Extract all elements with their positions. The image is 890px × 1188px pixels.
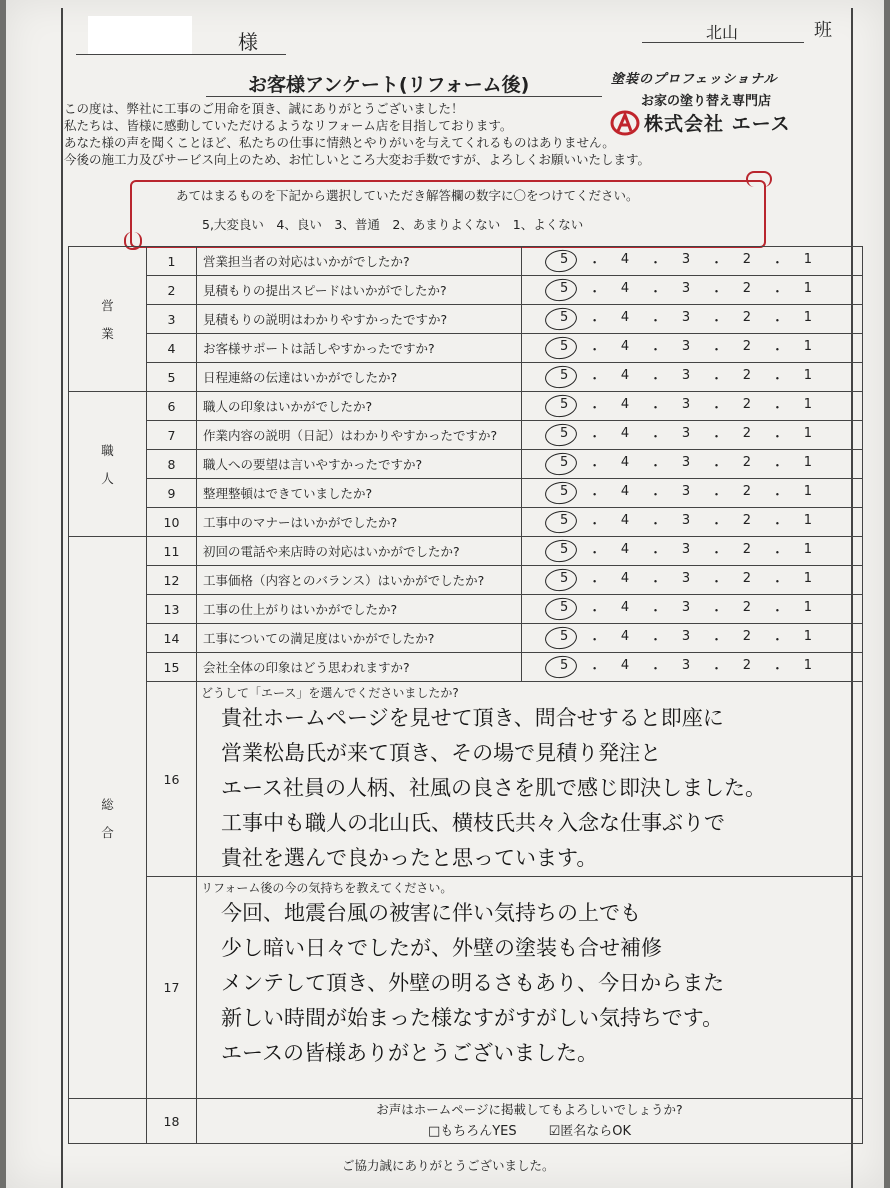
rating-cell[interactable] <box>522 305 863 334</box>
redacted-customer-name <box>88 16 192 54</box>
rating-separator: ・ <box>770 632 784 648</box>
rating-separator: ・ <box>588 603 602 619</box>
rating-option-4[interactable]: 4 <box>620 628 630 644</box>
question-number: 13 <box>147 595 197 624</box>
question-number: 7 <box>147 421 197 450</box>
question-row <box>69 566 863 595</box>
rating-option-4[interactable]: 4 <box>620 425 630 441</box>
publish-question: お声はホームページに掲載してもよろしいでしょうか? <box>376 1102 683 1117</box>
answer-line: メンテして頂き、外壁の明るさもあり、今日からまた <box>221 971 725 995</box>
rating-separator: ・ <box>588 342 602 358</box>
rating-separator: ・ <box>588 487 602 503</box>
rating-option-1[interactable]: 1 <box>803 657 812 673</box>
intro-text <box>64 100 764 168</box>
category-char: 合 <box>101 824 114 840</box>
rating-separator: ・ <box>770 255 784 271</box>
rating-option-2[interactable]: 2 <box>742 570 752 586</box>
rating-option-5[interactable]: 5 <box>560 309 569 325</box>
rating-separator: ・ <box>709 603 723 619</box>
rating-cell[interactable] <box>522 624 863 653</box>
free-question-label: リフォーム後の今の気持ちを教えてください。 <box>201 881 453 895</box>
blank-category-cell <box>69 1099 147 1144</box>
rating-option-2[interactable]: 2 <box>742 338 752 354</box>
rating-option-4[interactable]: 4 <box>620 280 630 296</box>
rating-option-2[interactable]: 2 <box>742 657 752 673</box>
rating-separator: ・ <box>588 545 602 561</box>
category-char: 人 <box>101 471 114 486</box>
question-number: 6 <box>147 392 197 421</box>
rating-option-3[interactable]: 3 <box>681 251 691 267</box>
question-text: 営業担当者の対応はいかがでしたか? <box>197 247 522 276</box>
rating-option-4[interactable]: 4 <box>620 454 630 470</box>
category-craftsmen <box>69 392 147 537</box>
rating-option-4[interactable]: 4 <box>620 570 630 586</box>
rating-separator: ・ <box>770 487 784 503</box>
question-row <box>69 624 863 653</box>
answer-line: 新しい時間が始まった様なすがすがしい気持ちです。 <box>221 1006 724 1030</box>
rating-option-2[interactable]: 2 <box>742 425 752 441</box>
rating-separator: ・ <box>770 371 784 387</box>
rating-option-2[interactable]: 2 <box>742 512 752 528</box>
question-row-18 <box>69 1099 863 1144</box>
company-catchphrase: 塗装のプロフェッショナル <box>611 72 778 87</box>
survey-sheet <box>6 0 884 1188</box>
answer-line: 少し暗い日々でしたが、外壁の塗装も合せ補修 <box>221 936 662 960</box>
rating-option-2[interactable]: 2 <box>742 251 752 267</box>
question-number: 17 <box>147 877 197 1099</box>
rating-separator: ・ <box>649 632 663 648</box>
rating-option-2[interactable]: 2 <box>742 541 752 557</box>
question-number: 15 <box>147 653 197 682</box>
rating-option-5[interactable]: 5 <box>560 396 569 412</box>
rating-cell[interactable] <box>522 653 863 682</box>
rating-separator: ・ <box>588 284 602 300</box>
rating-option-4[interactable]: 4 <box>620 483 630 499</box>
question-number: 2 <box>147 276 197 305</box>
rating-separator: ・ <box>649 429 663 445</box>
rating-option-3[interactable]: 3 <box>681 628 691 644</box>
rating-option-5[interactable]: 5 <box>560 338 569 354</box>
question-number: 16 <box>147 682 197 877</box>
question-number: 1 <box>147 247 197 276</box>
question-number: 14 <box>147 624 197 653</box>
rating-separator: ・ <box>709 487 723 503</box>
rating-separator: ・ <box>588 313 602 329</box>
question-number: 4 <box>147 334 197 363</box>
category-char: 営 <box>101 298 114 313</box>
rating-option-1[interactable]: 1 <box>803 628 812 644</box>
rating-option-1[interactable]: 1 <box>803 309 812 325</box>
rating-option-1[interactable]: 1 <box>803 570 812 586</box>
question-number: 9 <box>147 479 197 508</box>
answer-line: 営業松島氏が来て頂き、その場で見積り発注と <box>221 741 662 765</box>
rating-option-2[interactable]: 2 <box>742 483 752 499</box>
rating-option-3[interactable]: 3 <box>681 512 691 528</box>
question-text: 工事の仕上がりはいかがでしたか? <box>197 595 522 624</box>
question-number: 11 <box>147 537 197 566</box>
question-text: 職人への要望は言いやすかったですか? <box>197 450 522 479</box>
rating-separator: ・ <box>709 516 723 532</box>
question-row <box>69 363 863 392</box>
rating-option-5[interactable]: 5 <box>560 483 569 499</box>
rating-separator: ・ <box>770 516 784 532</box>
rating-option-5[interactable]: 5 <box>560 628 569 644</box>
rating-option-1[interactable]: 1 <box>803 512 812 528</box>
company-name: 株式会社 エース <box>644 113 791 135</box>
rating-option-1[interactable]: 1 <box>803 425 812 441</box>
rating-cell[interactable] <box>522 508 863 537</box>
thank-you-footer: ご協力誠にありがとうございました。 <box>342 1158 555 1173</box>
rating-separator: ・ <box>588 429 602 445</box>
free-question-label: どうして「エース」を選んでくださいましたか? <box>201 686 459 700</box>
option-yes-checkbox[interactable]: □もちろんYES <box>427 1124 517 1139</box>
rating-separator: ・ <box>770 661 784 677</box>
rating-option-5[interactable]: 5 <box>560 657 569 673</box>
rating-option-2[interactable]: 2 <box>742 396 752 412</box>
question-row <box>69 479 863 508</box>
company-subtitle: お家の塗り替え専門店 <box>641 94 772 109</box>
rating-option-4[interactable]: 4 <box>620 396 630 412</box>
question-row <box>69 247 863 276</box>
publish-options <box>197 1121 862 1143</box>
answer-line: 貴社を選んで良かったと思っています。 <box>221 846 598 870</box>
survey-table <box>68 246 863 1144</box>
rating-separator: ・ <box>588 371 602 387</box>
rating-separator: ・ <box>588 516 602 532</box>
rating-separator: ・ <box>770 400 784 416</box>
answer-line: 工事中も職人の北山氏、横枝氏共々入念な仕事ぶりで <box>221 811 725 835</box>
question-text: お客様サポートは話しやすかったですか? <box>197 334 522 363</box>
question-row <box>69 421 863 450</box>
free-answer-row-17 <box>69 877 863 1099</box>
rating-option-2[interactable]: 2 <box>742 280 752 296</box>
answer-line: エースの皆様ありがとうございました。 <box>221 1041 598 1065</box>
team-name: 北山 <box>706 23 739 42</box>
rating-option-4[interactable]: 4 <box>620 599 630 615</box>
category-overall <box>69 537 147 1099</box>
rating-separator: ・ <box>588 632 602 648</box>
rating-separator: ・ <box>709 255 723 271</box>
question-text: 工事中のマナーはいかがでしたか? <box>197 508 522 537</box>
rating-option-3[interactable]: 3 <box>681 454 691 470</box>
rating-separator: ・ <box>709 632 723 648</box>
rating-option-1[interactable]: 1 <box>803 280 812 296</box>
rating-separator: ・ <box>709 545 723 561</box>
rating-separator: ・ <box>649 603 663 619</box>
rating-cell[interactable] <box>522 479 863 508</box>
rating-cell[interactable] <box>522 421 863 450</box>
category-sales <box>69 247 147 392</box>
rating-option-2[interactable]: 2 <box>742 628 752 644</box>
rating-option-4[interactable]: 4 <box>620 309 630 325</box>
rating-separator: ・ <box>649 342 663 358</box>
title-underline <box>206 96 602 97</box>
rating-option-1[interactable]: 1 <box>803 396 812 412</box>
rating-option-5[interactable]: 5 <box>560 367 569 383</box>
rating-separator: ・ <box>770 545 784 561</box>
intro-line: 今後の施工力及びサービス向上のため、お忙しいところ大変お手数ですが、よろしくお願いいたします。 <box>64 152 651 167</box>
rating-separator: ・ <box>709 313 723 329</box>
answer-line: 貴社ホームページを見せて頂き、問合せすると即座に <box>221 706 724 730</box>
rating-cell[interactable] <box>522 537 863 566</box>
rating-separator: ・ <box>770 603 784 619</box>
rating-separator: ・ <box>588 458 602 474</box>
question-row <box>69 305 863 334</box>
publish-consent-cell <box>197 1099 863 1144</box>
free-answer-row-16 <box>69 682 863 877</box>
rating-option-5[interactable]: 5 <box>560 541 569 557</box>
question-row <box>69 537 863 566</box>
category-char: 総 <box>101 796 114 812</box>
rating-option-1[interactable]: 1 <box>803 367 812 383</box>
question-row <box>69 450 863 479</box>
rating-separator: ・ <box>649 458 663 474</box>
rating-option-4[interactable]: 4 <box>620 251 630 267</box>
question-text: 整理整頓はできていましたか? <box>197 479 522 508</box>
question-row <box>69 392 863 421</box>
rating-cell[interactable] <box>522 247 863 276</box>
rating-option-4[interactable]: 4 <box>620 338 630 354</box>
rating-separator: ・ <box>649 516 663 532</box>
rating-option-3[interactable]: 3 <box>681 280 691 296</box>
rating-separator: ・ <box>588 661 602 677</box>
rating-option-3[interactable]: 3 <box>681 396 691 412</box>
question-text: 職人の印象はいかがでしたか? <box>197 392 522 421</box>
rating-cell[interactable] <box>522 392 863 421</box>
rating-separator: ・ <box>709 429 723 445</box>
rating-option-3[interactable]: 3 <box>681 425 691 441</box>
rating-separator: ・ <box>649 284 663 300</box>
handwritten-answer <box>197 701 862 876</box>
intro-line: 私たちは、皆様に感動していただけるようなリフォーム店を目指しております。 <box>64 118 513 133</box>
rating-option-5[interactable]: 5 <box>560 280 569 296</box>
rating-option-1[interactable]: 1 <box>803 251 812 267</box>
rating-separator: ・ <box>770 284 784 300</box>
rating-separator: ・ <box>649 255 663 271</box>
question-text: 見積もりの提出スピードはいかがでしたか? <box>197 276 522 305</box>
question-text: 工事価格（内容とのバランス）はいかがでしたか? <box>197 566 522 595</box>
rating-separator: ・ <box>709 458 723 474</box>
rating-option-3[interactable]: 3 <box>681 309 691 325</box>
rating-separator: ・ <box>649 313 663 329</box>
category-char: 業 <box>101 326 114 341</box>
rating-separator: ・ <box>649 487 663 503</box>
rating-separator: ・ <box>588 574 602 590</box>
question-row <box>69 653 863 682</box>
question-row <box>69 508 863 537</box>
instruction-text: あてはまるものを下記から選択していただき解答欄の数字に〇をつけてください。 <box>176 188 639 203</box>
scroll-curl-top <box>746 171 772 187</box>
rating-option-5[interactable]: 5 <box>560 570 569 586</box>
rating-separator: ・ <box>649 545 663 561</box>
rating-cell[interactable] <box>522 276 863 305</box>
rating-option-1[interactable]: 1 <box>803 599 812 615</box>
question-text: 日程連絡の伝達はいかがでしたか? <box>197 363 522 392</box>
rating-option-2[interactable]: 2 <box>742 454 752 470</box>
category-char: 職 <box>101 443 114 458</box>
rating-option-5[interactable]: 5 <box>560 454 569 470</box>
question-row <box>69 276 863 305</box>
answer-line: エース社員の人柄、社風の良さを肌で感じ即決しました。 <box>221 776 766 800</box>
rating-separator: ・ <box>649 574 663 590</box>
free-answer-cell-16[interactable] <box>197 682 863 877</box>
question-text: 見積もりの説明はわかりやすかったですか? <box>197 305 522 334</box>
question-number: 12 <box>147 566 197 595</box>
rating-option-4[interactable]: 4 <box>620 541 630 557</box>
survey-title: お客様アンケート(リフォーム後) <box>248 74 530 96</box>
rating-option-3[interactable]: 3 <box>681 657 691 673</box>
rating-option-1[interactable]: 1 <box>803 454 812 470</box>
rating-separator: ・ <box>649 400 663 416</box>
rating-separator: ・ <box>709 371 723 387</box>
rating-option-5[interactable]: 5 <box>560 512 569 528</box>
rating-cell[interactable] <box>522 450 863 479</box>
rating-separator: ・ <box>649 661 663 677</box>
rating-cell[interactable] <box>522 566 863 595</box>
rating-cell[interactable] <box>522 595 863 624</box>
rating-option-3[interactable]: 3 <box>681 483 691 499</box>
rating-separator: ・ <box>770 429 784 445</box>
question-text: 工事についての満足度はいかがでしたか? <box>197 624 522 653</box>
rating-separator: ・ <box>709 342 723 358</box>
free-answer-cell-17[interactable] <box>197 877 863 1099</box>
rating-option-3[interactable]: 3 <box>681 541 691 557</box>
rating-option-4[interactable]: 4 <box>620 512 630 528</box>
rating-separator: ・ <box>588 255 602 271</box>
rating-separator: ・ <box>709 574 723 590</box>
rating-separator: ・ <box>770 313 784 329</box>
handwritten-answer <box>197 896 862 1071</box>
question-text: 会社全体の印象はどう思われますか? <box>197 653 522 682</box>
rating-option-2[interactable]: 2 <box>742 599 752 615</box>
customer-name-line <box>76 54 286 55</box>
question-number: 8 <box>147 450 197 479</box>
rating-separator: ・ <box>709 400 723 416</box>
question-row <box>69 595 863 624</box>
rating-separator: ・ <box>770 458 784 474</box>
rating-separator: ・ <box>770 574 784 590</box>
rating-option-4[interactable]: 4 <box>620 367 630 383</box>
intro-line: あなた様の声を聞くことほど、私たちの仕事に情熱とやりがいを与えてくれるものはありません。 <box>64 135 615 150</box>
answer-line: 今回、地震台風の被害に伴い気持ちの上でも <box>221 901 641 925</box>
rating-option-1[interactable]: 1 <box>803 338 812 354</box>
rating-option-1[interactable]: 1 <box>803 541 812 557</box>
rating-option-2[interactable]: 2 <box>742 367 752 383</box>
rating-option-3[interactable]: 3 <box>681 367 691 383</box>
rating-option-2[interactable]: 2 <box>742 309 752 325</box>
rating-cell[interactable] <box>522 334 863 363</box>
rating-separator: ・ <box>709 661 723 677</box>
rating-separator: ・ <box>588 400 602 416</box>
team-suffix: 班 <box>814 20 832 41</box>
rating-separator: ・ <box>709 284 723 300</box>
rating-option-3[interactable]: 3 <box>681 570 691 586</box>
question-text: 作業内容の説明（日記）はわかりやすかったですか? <box>197 421 522 450</box>
intro-line: この度は、弊社に工事のご用命を頂き、誠にありがとうございました！ <box>64 101 464 116</box>
rating-option-5[interactable]: 5 <box>560 425 569 441</box>
question-row <box>69 334 863 363</box>
option-anonymous-checkbox[interactable]: ☑匿名ならOK <box>548 1124 632 1139</box>
question-number: 3 <box>147 305 197 334</box>
rating-option-5[interactable]: 5 <box>560 599 569 615</box>
question-text: 初回の電話や来店時の対応はいかがでしたか? <box>197 537 522 566</box>
honorific-sama: 様 <box>238 30 258 54</box>
question-number: 5 <box>147 363 197 392</box>
rating-separator: ・ <box>649 371 663 387</box>
rating-option-5[interactable]: 5 <box>560 251 569 267</box>
rating-option-3[interactable]: 3 <box>681 338 691 354</box>
rating-cell[interactable] <box>522 363 863 392</box>
rating-option-1[interactable]: 1 <box>803 483 812 499</box>
rating-separator: ・ <box>770 342 784 358</box>
team-name-line <box>642 42 804 43</box>
rating-option-4[interactable]: 4 <box>620 657 630 673</box>
rating-option-3[interactable]: 3 <box>681 599 691 615</box>
question-number: 10 <box>147 508 197 537</box>
scale-legend: 5,大変良い 4、良い 3、普通 2、あまりよくない 1、よくない <box>202 217 584 232</box>
question-number: 18 <box>147 1099 197 1144</box>
